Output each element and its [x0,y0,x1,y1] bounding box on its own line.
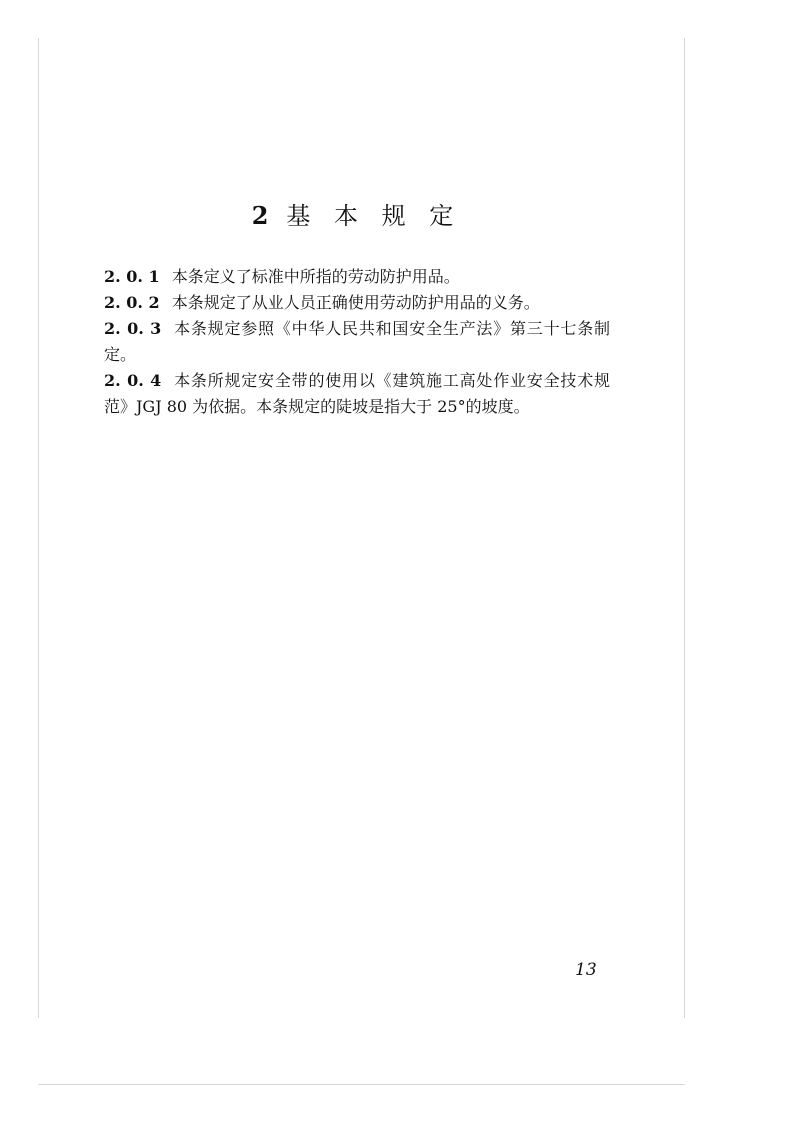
clause-text: 本条定义了标准中所指的劳动防护用品。 [171,267,460,286]
clause-2-0-1 [104,264,610,290]
clause-text: 本条所规定安全带的使用以《建筑施工高处作业安全技术规范》JGJ 80 为依据。本条规定的陡坡是指大于 25°的坡度。 [104,371,610,416]
chapter-number: 2 [251,201,277,230]
clause-2-0-4 [104,368,610,420]
clause-text: 本条规定参照《中华人民共和国安全生产法》第三十七条制定。 [104,319,610,364]
clause-number: 2. 0. 2 [104,293,160,312]
clause-list [104,264,610,420]
clause-2-0-3 [104,316,610,368]
chapter-heading [0,196,713,231]
clause-number: 2. 0. 3 [104,319,162,338]
clause-text: 本条规定了从业人员正确使用劳动防护用品的义务。 [171,293,540,312]
clause-number: 2. 0. 4 [104,371,162,390]
page-border-left [38,38,39,1018]
page-border-right [684,38,685,1018]
clause-2-0-2 [104,290,610,316]
chapter-title: 基 本 规 定 [286,202,462,230]
clause-number: 2. 0. 1 [104,267,160,286]
page-number: 13 [575,960,597,980]
page-border-bottom [38,1084,685,1085]
